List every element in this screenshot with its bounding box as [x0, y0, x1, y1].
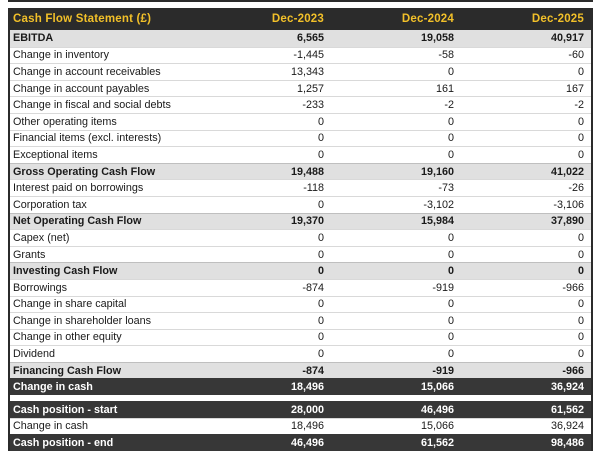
- cell-value: -919: [432, 364, 454, 377]
- table-row: [10, 213, 591, 230]
- cell-value: 19,488: [290, 165, 324, 178]
- cell-value: 0: [577, 298, 584, 311]
- table-row: [10, 163, 591, 180]
- cell-value: 0: [577, 148, 584, 161]
- row-label: Dividend: [13, 348, 56, 361]
- cell-value: 61,562: [550, 403, 584, 416]
- row-label: Gross Operating Cash Flow: [13, 165, 156, 178]
- table-row: [10, 362, 591, 379]
- cell-value: -58: [438, 49, 454, 62]
- row-label: Cash position - start: [13, 403, 118, 416]
- table-row: [10, 229, 591, 246]
- row-label: Cash position - end: [13, 437, 114, 450]
- table-header-row: [10, 8, 591, 30]
- table-row: [10, 96, 591, 113]
- cell-value: 0: [447, 115, 454, 128]
- table-row: [10, 401, 591, 418]
- table-row: [10, 113, 591, 130]
- cell-value: -2: [574, 99, 584, 112]
- row-label: Change in account payables: [13, 82, 150, 95]
- cell-value: 0: [317, 298, 324, 311]
- cell-value: 13,343: [290, 65, 324, 78]
- row-label: Borrowings: [13, 281, 68, 294]
- cell-value: -60: [568, 49, 584, 62]
- cell-value: -966: [562, 364, 584, 377]
- table-title: Cash Flow Statement (£): [13, 13, 152, 25]
- cell-value: -874: [302, 281, 324, 294]
- row-label: Change in shareholder loans: [13, 314, 152, 327]
- row-label: Financial items (excl. interests): [13, 132, 162, 145]
- table-row: [10, 279, 591, 296]
- table-row: [10, 146, 591, 163]
- cell-value: -233: [302, 99, 324, 112]
- cell-value: 0: [577, 348, 584, 361]
- cell-value: 0: [317, 132, 324, 145]
- cell-value: 0: [577, 115, 584, 128]
- cell-value: 0: [447, 265, 454, 278]
- cell-value: 41,022: [550, 165, 584, 178]
- cell-value: 0: [447, 331, 454, 344]
- row-label: Change in other equity: [13, 331, 122, 344]
- table-row: [10, 30, 591, 47]
- cell-value: 0: [447, 314, 454, 327]
- column-header-dec-2024: Dec-2024: [401, 13, 454, 25]
- cell-value: 15,066: [420, 381, 454, 394]
- cell-value: 0: [317, 198, 324, 211]
- row-label: Change in share capital: [13, 298, 127, 311]
- cell-value: 61,562: [420, 437, 454, 450]
- cell-value: -118: [303, 182, 324, 195]
- cell-value: -2: [444, 99, 454, 112]
- table-row: [10, 312, 591, 329]
- table-row: [10, 47, 591, 64]
- cell-value: 0: [447, 65, 454, 78]
- cell-value: 0: [577, 331, 584, 344]
- row-label: Change in fiscal and social debts: [13, 99, 171, 112]
- cell-value: 0: [577, 248, 584, 261]
- cell-value: 0: [447, 348, 454, 361]
- cell-value: 98,486: [550, 437, 584, 450]
- table-row: [10, 262, 591, 279]
- table-row: [10, 296, 591, 313]
- cell-value: -919: [432, 281, 454, 294]
- cell-value: 0: [447, 248, 454, 261]
- table-row: [10, 345, 591, 362]
- cell-value: 28,000: [290, 403, 324, 416]
- cell-value: 0: [447, 148, 454, 161]
- row-label: Change in cash: [13, 420, 89, 433]
- table-body: [10, 30, 591, 451]
- table-row: [10, 130, 591, 147]
- column-header-dec-2025: Dec-2025: [531, 13, 584, 25]
- cell-value: -3,106: [553, 198, 584, 211]
- cell-value: -73: [438, 182, 454, 195]
- column-header-dec-2023: Dec-2023: [271, 13, 324, 25]
- row-label: Exceptional items: [13, 148, 98, 161]
- cell-value: -1,445: [293, 49, 324, 62]
- cell-value: 0: [317, 265, 324, 278]
- cell-value: 0: [577, 314, 584, 327]
- row-label: Change in inventory: [13, 49, 110, 62]
- table-row: [10, 434, 591, 451]
- cell-value: 6,565: [296, 32, 324, 45]
- cell-value: 0: [317, 314, 324, 327]
- cell-value: 0: [447, 231, 454, 244]
- row-label: Net Operating Cash Flow: [13, 215, 142, 228]
- table-row: [10, 418, 591, 435]
- table-row: [10, 246, 591, 263]
- cell-value: 36,924: [550, 381, 584, 394]
- cell-value: 37,890: [550, 215, 584, 228]
- table-row: [10, 378, 591, 395]
- cell-value: 40,917: [550, 32, 584, 45]
- cell-value: 0: [447, 132, 454, 145]
- cell-value: 0: [577, 132, 584, 145]
- cell-value: 0: [317, 331, 324, 344]
- cell-value: 0: [577, 65, 584, 78]
- cell-value: 46,496: [420, 403, 454, 416]
- cell-value: 167: [565, 82, 584, 95]
- cell-value: 1,257: [296, 82, 324, 95]
- cell-value: 0: [577, 265, 584, 278]
- table-row: [10, 179, 591, 196]
- cell-value: 46,496: [290, 437, 324, 450]
- cell-value: 36,924: [550, 420, 584, 433]
- cell-value: 0: [577, 231, 584, 244]
- cell-value: 0: [317, 231, 324, 244]
- row-label: Grants: [13, 248, 46, 261]
- row-label: Corporation tax: [13, 198, 87, 211]
- cell-value: 0: [317, 348, 324, 361]
- cell-value: 19,058: [420, 32, 454, 45]
- cell-value: -966: [562, 281, 584, 294]
- cell-value: 18,496: [290, 420, 324, 433]
- table-row: [10, 80, 591, 97]
- cell-value: -3,102: [423, 198, 454, 211]
- cell-value: 19,160: [420, 165, 454, 178]
- row-label: Interest paid on borrowings: [13, 182, 144, 195]
- table-row: [10, 63, 591, 80]
- cell-value: 161: [435, 82, 454, 95]
- top-rule: [8, 0, 593, 2]
- row-label: Change in cash: [13, 381, 93, 394]
- cell-value: 0: [317, 148, 324, 161]
- cell-value: 15,066: [420, 420, 454, 433]
- row-label: Capex (net): [13, 231, 70, 244]
- cell-value: -874: [302, 364, 324, 377]
- row-label: Other operating items: [13, 115, 117, 128]
- cell-value: 0: [317, 248, 324, 261]
- cell-value: 0: [317, 115, 324, 128]
- cell-value: 18,496: [290, 381, 324, 394]
- cell-value: 0: [447, 298, 454, 311]
- row-label: Financing Cash Flow: [13, 364, 121, 377]
- cell-value: 15,984: [420, 215, 454, 228]
- row-label: EBITDA: [13, 32, 54, 45]
- row-label: Investing Cash Flow: [13, 265, 118, 278]
- table-row: [10, 196, 591, 213]
- cell-value: 19,370: [290, 215, 324, 228]
- cell-value: -26: [568, 182, 584, 195]
- cash-flow-table: [8, 8, 593, 451]
- table-row: [10, 329, 591, 346]
- row-label: Change in account receivables: [13, 65, 161, 78]
